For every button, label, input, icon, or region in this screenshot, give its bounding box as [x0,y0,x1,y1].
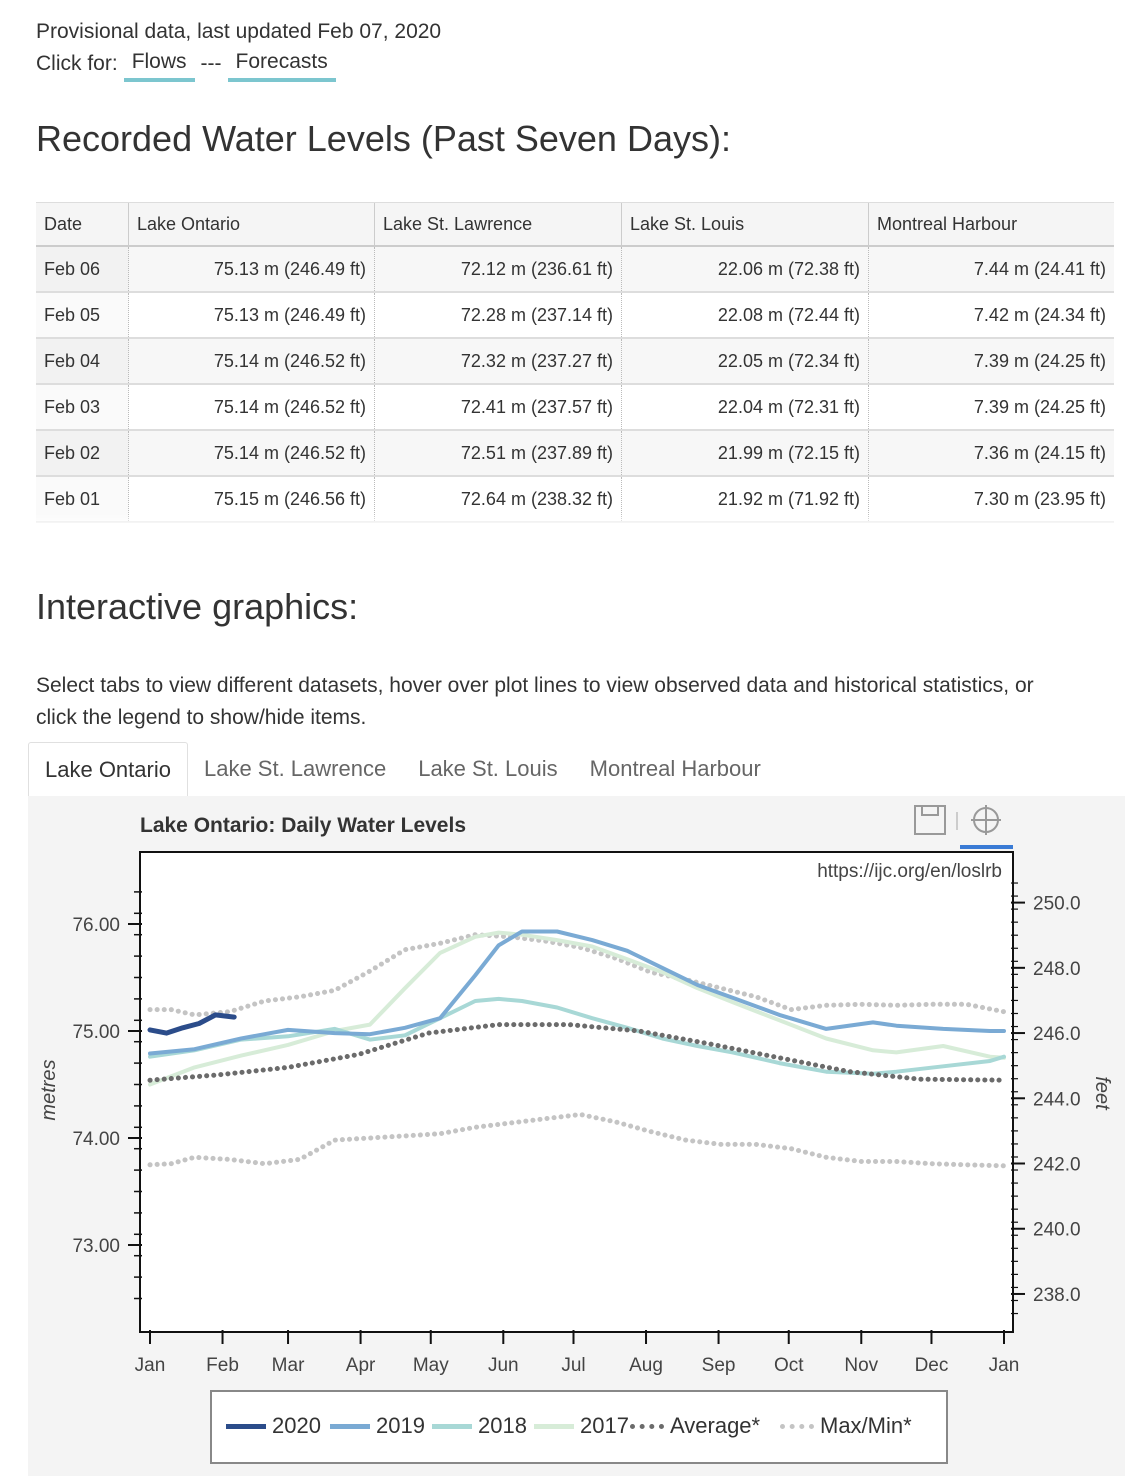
level-cell: 75.14 m (246.52 ft) [129,430,375,476]
legend-label: 2018 [478,1413,527,1438]
x-tick-label: Mar [271,1355,305,1376]
column-header: Lake St. Louis [622,203,869,247]
level-cell: 22.08 m (72.44 ft) [622,292,869,338]
level-cell: 72.64 m (238.32 ft) [375,476,622,522]
y2-tick-label: 244.0 [1033,1089,1081,1111]
x-tick-label: Sep [701,1355,736,1376]
level-cell: 7.30 m (23.95 ft) [869,476,1115,522]
x-tick-label: Jan [134,1355,166,1376]
x-tick-label: Jun [487,1355,519,1376]
level-cell: 7.42 m (24.34 ft) [869,292,1115,338]
level-cell: 72.28 m (237.14 ft) [375,292,622,338]
level-cell: 75.14 m (246.52 ft) [129,384,375,430]
level-cell: 75.13 m (246.49 ft) [129,292,375,338]
y2-axis-label: feet [1091,1076,1113,1110]
last-updated-text: Provisional data, last updated Feb 07, 2020 [36,20,442,43]
level-cell: 7.39 m (24.25 ft) [869,338,1115,384]
date-cell: Feb 04 [36,338,129,384]
legend-item-2017[interactable] [534,1413,629,1439]
y2-tick-label: 248.0 [1033,958,1081,980]
interactive-graphics-title: Interactive graphics: [36,586,359,627]
level-cell: 72.12 m (236.61 ft) [375,246,622,292]
legend-label: Average* [670,1413,761,1438]
legend-swatch [534,1424,574,1429]
y-tick-label: 74.00 [72,1129,120,1150]
x-tick-label: Jul [561,1355,586,1376]
column-header: Lake St. Lawrence [375,203,622,247]
plot-area [140,852,1013,1332]
level-cell: 7.39 m (24.25 ft) [869,384,1115,430]
tab-montreal-harbour[interactable]: Montreal Harbour [589,756,761,781]
legend-item-2019[interactable] [330,1413,425,1439]
x-tick-label: May [412,1355,449,1376]
level-cell: 22.04 m (72.31 ft) [622,384,869,430]
y2-tick-label: 242.0 [1033,1154,1081,1176]
flows-link[interactable]: Flows [124,46,195,82]
level-cell: 75.14 m (246.52 ft) [129,338,375,384]
legend-label: 2017 [580,1413,629,1438]
level-cell: 75.15 m (246.56 ft) [129,476,375,522]
y-tick-label: 75.00 [72,1022,120,1043]
graphics-instructions: Select tabs to view different datasets, hover over plot lines to view observed data and historical statistics, or click the legend to show/hide items. [36,674,1034,729]
click-for-label: Click for: [36,52,118,75]
crosshair-icon[interactable] [960,805,1013,849]
links-separator: --- [200,52,222,75]
x-tick-label: Feb [206,1355,239,1376]
date-cell: Feb 06 [36,246,129,292]
source-url: https://ijc.org/en/loslrb [817,861,1002,882]
legend-item-max-min[interactable] [780,1413,912,1439]
level-cell: 22.06 m (72.38 ft) [622,246,869,292]
y2-tick-label: 250.0 [1033,893,1081,915]
tab-lake-ontario[interactable]: Lake Ontario [28,742,188,797]
x-tick-label: Dec [914,1355,949,1376]
x-tick-label: Nov [844,1355,879,1376]
level-cell: 21.92 m (71.92 ft) [622,476,869,522]
level-cell: 75.13 m (246.49 ft) [129,246,375,292]
forecasts-link[interactable]: Forecasts [228,46,336,82]
x-tick-label: Aug [629,1355,663,1376]
level-cell: 72.32 m (237.27 ft) [375,338,622,384]
x-tick-label: Jan [988,1355,1020,1376]
column-header: Montreal Harbour [869,203,1115,247]
x-tick-label: Apr [345,1355,376,1376]
level-cell: 22.05 m (72.34 ft) [622,338,869,384]
y-axis-label: metres [38,1059,60,1121]
legend-swatch [226,1424,266,1429]
level-cell: 7.36 m (24.15 ft) [869,430,1115,476]
legend-label: 2020 [272,1413,321,1438]
legend-label: 2019 [376,1413,425,1438]
level-cell: 7.44 m (24.41 ft) [869,246,1115,292]
y2-tick-label: 246.0 [1033,1024,1081,1046]
y-tick-label: 76.00 [72,915,120,936]
level-cell: 72.51 m (237.89 ft) [375,430,622,476]
legend-item-average[interactable] [630,1413,760,1439]
legend-item-2018[interactable] [432,1413,527,1439]
legend-item-2020[interactable] [226,1413,321,1439]
legend-swatch [330,1424,370,1429]
y2-tick-label: 240.0 [1033,1219,1081,1241]
column-header: Date [36,203,129,247]
recorded-levels-title: Recorded Water Levels (Past Seven Days): [36,118,731,159]
legend-swatch [432,1424,472,1429]
chart-title: Lake Ontario: Daily Water Levels [140,814,467,837]
y-tick-label: 73.00 [72,1236,120,1257]
chart-legend [210,1390,948,1464]
date-cell: Feb 05 [36,292,129,338]
level-cell: 72.41 m (237.57 ft) [375,384,622,430]
level-cell: 21.99 m (72.15 ft) [622,430,869,476]
tab-lake-st-louis[interactable]: Lake St. Louis [418,756,558,781]
date-cell: Feb 03 [36,384,129,430]
x-tick-label: Oct [773,1355,804,1376]
y2-tick-label: 238.0 [1033,1284,1081,1306]
column-header: Lake Ontario [129,203,375,247]
tab-lake-st-lawrence[interactable]: Lake St. Lawrence [203,756,387,781]
legend-swatch [780,1424,814,1429]
legend-swatch [630,1424,664,1429]
save-icon[interactable] [915,806,945,834]
legend-label: Max/Min* [820,1413,912,1438]
date-cell: Feb 01 [36,476,129,522]
date-cell: Feb 02 [36,430,129,476]
